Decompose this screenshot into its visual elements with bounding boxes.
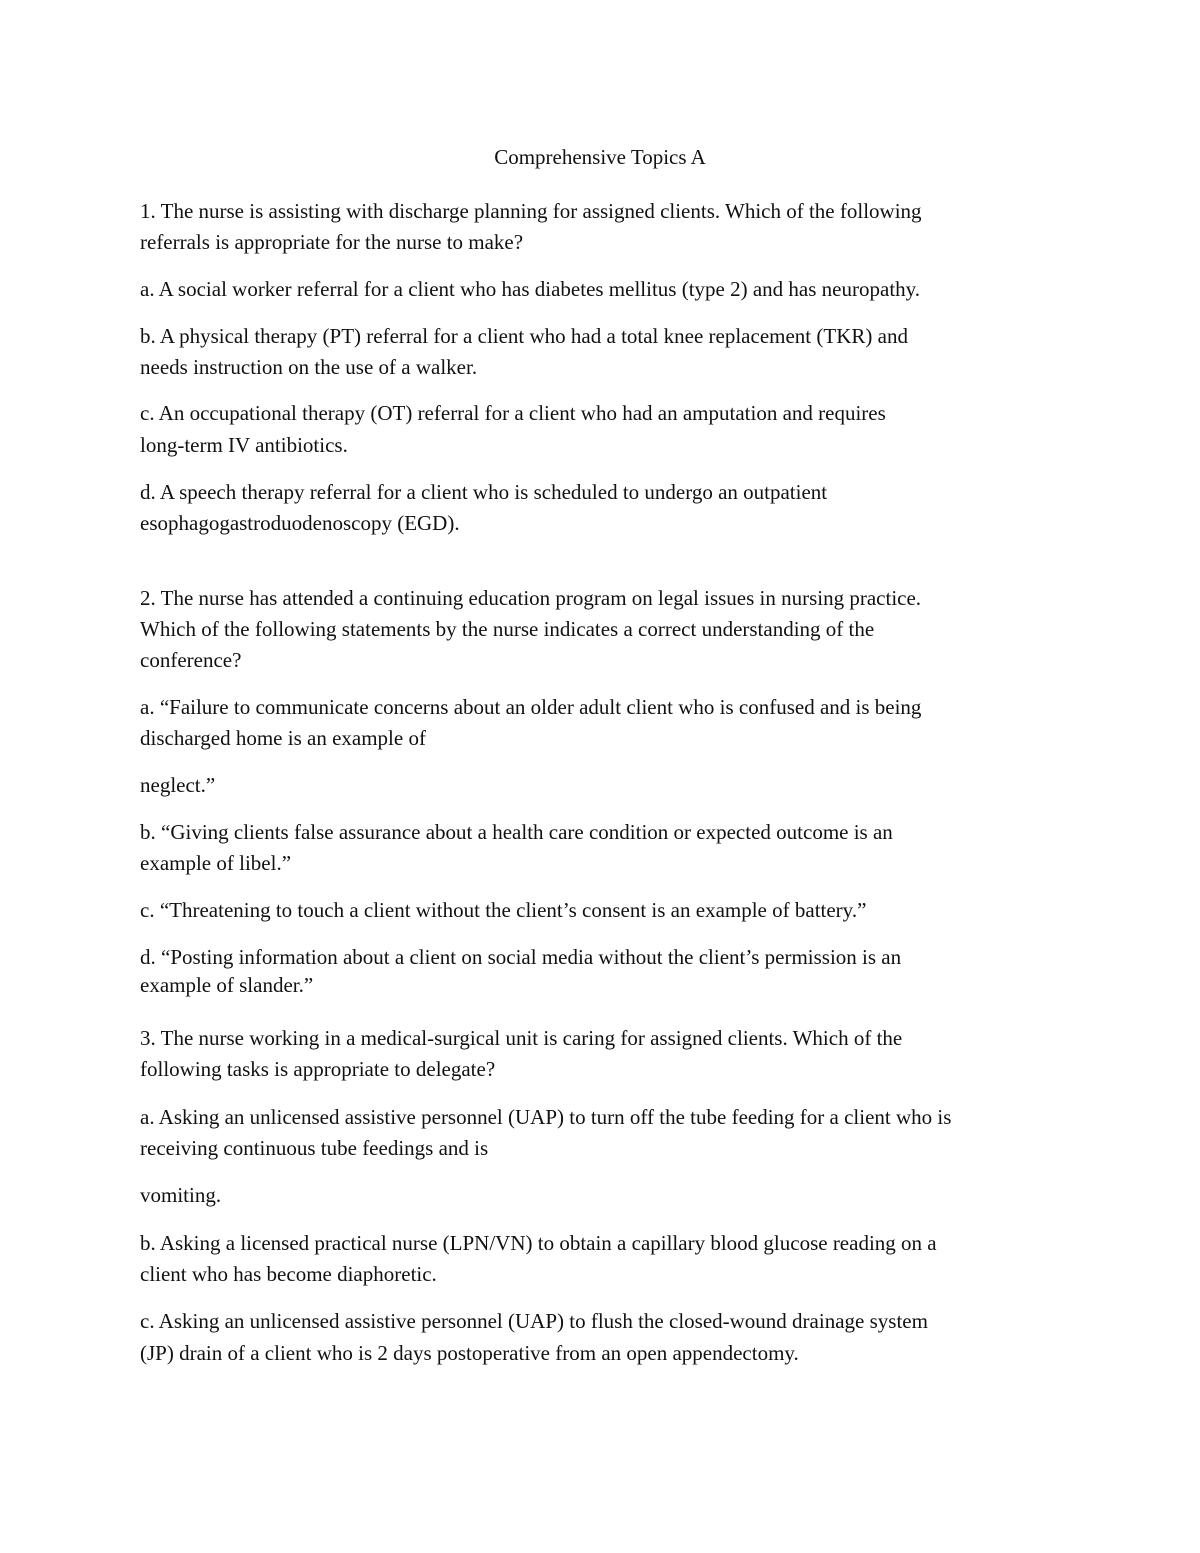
q1-option-d-line-1: d. A speech therapy referral for a client who is scheduled to undergo an outpatient xyxy=(140,480,828,504)
document-title: Comprehensive Topics A xyxy=(494,145,706,169)
q3-option-c-line-2: (JP) drain of a client who is 2 days postoperative from an open appendectomy. xyxy=(140,1341,799,1365)
q2-stem-line-1: 2. The nurse has attended a continuing education program on legal issues in nursing practice. xyxy=(140,586,922,610)
q2-option-d-line-1: d. “Posting information about a client on social media without the client’s permission is an xyxy=(140,945,902,969)
q2-stem-line-2: Which of the following statements by the nurse indicates a correct understanding of the xyxy=(140,617,875,641)
q2-option-b-line-2: example of libel.” xyxy=(140,851,292,875)
q3-option-a-line-1: a. Asking an unlicensed assistive personnel (UAP) to turn off the tube feeding for a client who is xyxy=(140,1105,952,1129)
q1-option-b-line-2: needs instruction on the use of a walker. xyxy=(140,355,478,379)
q2-option-d-line-2: example of slander.” xyxy=(140,973,314,997)
q2-option-a-line-2: discharged home is an example of xyxy=(140,726,426,750)
q2-option-b-line-1: b. “Giving clients false assurance about a health care condition or expected outcome is an xyxy=(140,820,893,844)
q3-option-c-line-1: c. Asking an unlicensed assistive personnel (UAP) to flush the closed-wound drainage system xyxy=(140,1309,928,1333)
q1-option-a: a. A social worker referral for a client who has diabetes mellitus (type 2) and has neuropathy. xyxy=(140,277,921,301)
q3-stem-line-2: following tasks is appropriate to delegate? xyxy=(140,1057,496,1081)
q3-stem-line-1: 3. The nurse working in a medical-surgical unit is caring for assigned clients. Which of the xyxy=(140,1026,903,1050)
q1-option-b-line-1: b. A physical therapy (PT) referral for a client who had a total knee replacement (TKR) and xyxy=(140,324,908,348)
q3-option-a-line-2: receiving continuous tube feedings and is xyxy=(140,1136,489,1160)
q3-option-a-line-3: vomiting. xyxy=(140,1183,222,1207)
q2-option-a-line-3: neglect.” xyxy=(140,773,216,797)
q3-option-b-line-2: client who has become diaphoretic. xyxy=(140,1262,437,1286)
q1-option-d-line-2: esophagogastroduodenoscopy (EGD). xyxy=(140,511,460,535)
q1-stem-line-2: referrals is appropriate for the nurse to make? xyxy=(140,230,524,254)
q1-option-c-line-2: long-term IV antibiotics. xyxy=(140,433,348,457)
q1-option-c-line-1: c. An occupational therapy (OT) referral for a client who had an amputation and requires xyxy=(140,401,886,425)
q3-option-b-line-1: b. Asking a licensed practical nurse (LPN/VN) to obtain a capillary blood glucose reading on a xyxy=(140,1231,937,1255)
q1-stem-line-1: 1. The nurse is assisting with discharge planning for assigned clients. Which of the following xyxy=(140,199,922,223)
q2-option-c: c. “Threatening to touch a client without the client’s consent is an example of battery.” xyxy=(140,898,867,922)
q2-option-a-line-1: a. “Failure to communicate concerns about an older adult client who is confused and is being xyxy=(140,695,922,719)
q2-stem-line-3: conference? xyxy=(140,648,242,672)
